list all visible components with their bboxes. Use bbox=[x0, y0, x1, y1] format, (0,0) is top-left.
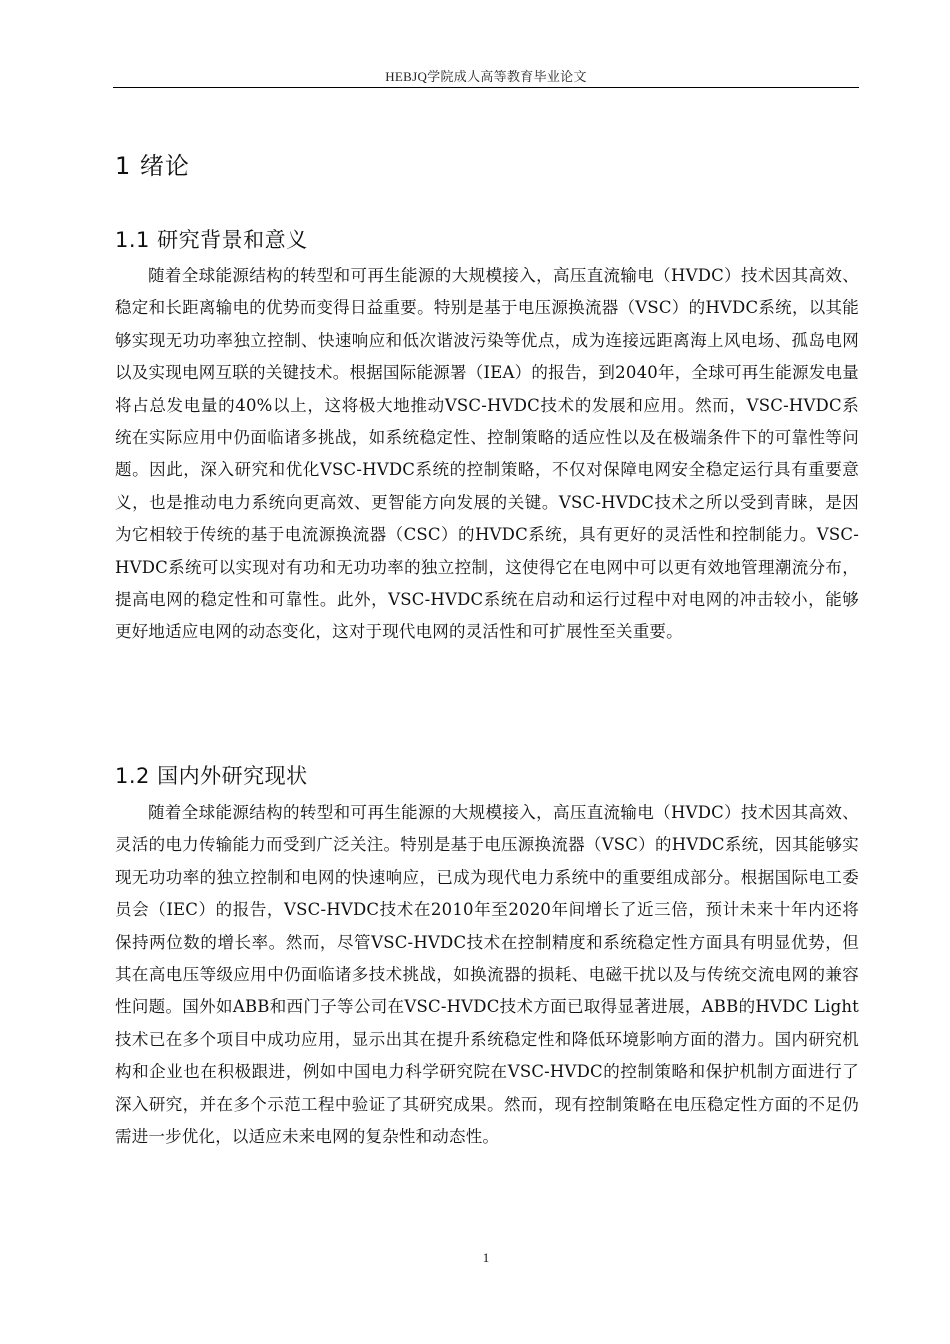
section-paragraph-1-2: 随着全球能源结构的转型和可再生能源的大规模接入，高压直流输电（HVDC）技术因其高效、灵活的电力传输能力而受到广泛关注。特别是基于电压源换流器（VSC）的HVDC系统，因其能够实现无功功率的独立控制和电网的快速响应，已成为现代电力系统中的重要组成部分。根据国际电工委员会（IEC）的报告，VSC-HVDC技术在2010年至2020年间增长了近三倍，预计未来十年内还将保持两位数的增长率。然而，尽管VSC-HVDC技术在控制精度和系统稳定性方面具有明显优势，但其在高电压等级应用中仍面临诸多技术挑战，如换流器的损耗、电磁干扰以及与传统交流电网的兼容性问题。国外如ABB和西门子等公司在VSC-HVDC技术方面已取得显著进展，ABB的HVDC Light技术已在多个项目中成功应用，显示出其在提升系统稳定性和降低环境影响方面的潜力。国内研究机构和企业也在积极跟进，例如中国电力科学研究院在VSC-HVDC的控制策略和保护机制方面进行了深入研究，并在多个示范工程中验证了其研究成果。然而，现有控制策略在电压稳定性方面的不足仍需进一步优化，以适应未来电网的复杂性和动态性。 bbox=[115, 803, 859, 1147]
chapter-title: 1 绪论 bbox=[115, 152, 190, 180]
header-divider bbox=[113, 87, 859, 88]
running-header: HEBJQ学院成人高等教育毕业论文 bbox=[385, 69, 587, 84]
section-title-1-2: 1.2 国内外研究现状 bbox=[115, 764, 308, 788]
page-number: 1 bbox=[482, 1250, 490, 1265]
section-paragraph-1-1: 随着全球能源结构的转型和可再生能源的大规模接入，高压直流输电（HVDC）技术因其高效、稳定和长距离输电的优势而变得日益重要。特别是基于电压源换流器（VSC）的HVDC系统，以其能够实现无功功率独立控制、快速响应和低次谐波污染等优点，成为连接远距离海上风电场、孤岛电网以及实现电网互联的关键技术。根据国际能源署（IEA）的报告，到2040年，全球可再生能源发电量将占总发电量的40%以上，这将极大地推动VSC-HVDC技术的发展和应用。然而，VSC-HVDC系统在实际应用中仍面临诸多挑战，如系统稳定性、控制策略的适应性以及在极端条件下的可靠性等问题。因此，深入研究和优化VSC-HVDC系统的控制策略，不仅对保障电网安全稳定运行具有重要意义，也是推动电力系统向更高效、更智能方向发展的关键。VSC-HVDC技术之所以受到青睐，是因为它相较于传统的基于电流源换流器（CSC）的HVDC系统，具有更好的灵活性和控制能力。VSC-HVDC系统可以实现对有功和无功功率的独立控制，这使得它在电网中可以更有效地管理潮流分布，提高电网的稳定性和可靠性。此外，VSC-HVDC系统在启动和运行过程中对电网的冲击较小，能够更好地适应电网的动态变化，这对于现代电网的灵活性和可扩展性至关重要。 bbox=[115, 266, 859, 642]
section-title-1-1: 1.1 研究背景和意义 bbox=[115, 228, 308, 252]
